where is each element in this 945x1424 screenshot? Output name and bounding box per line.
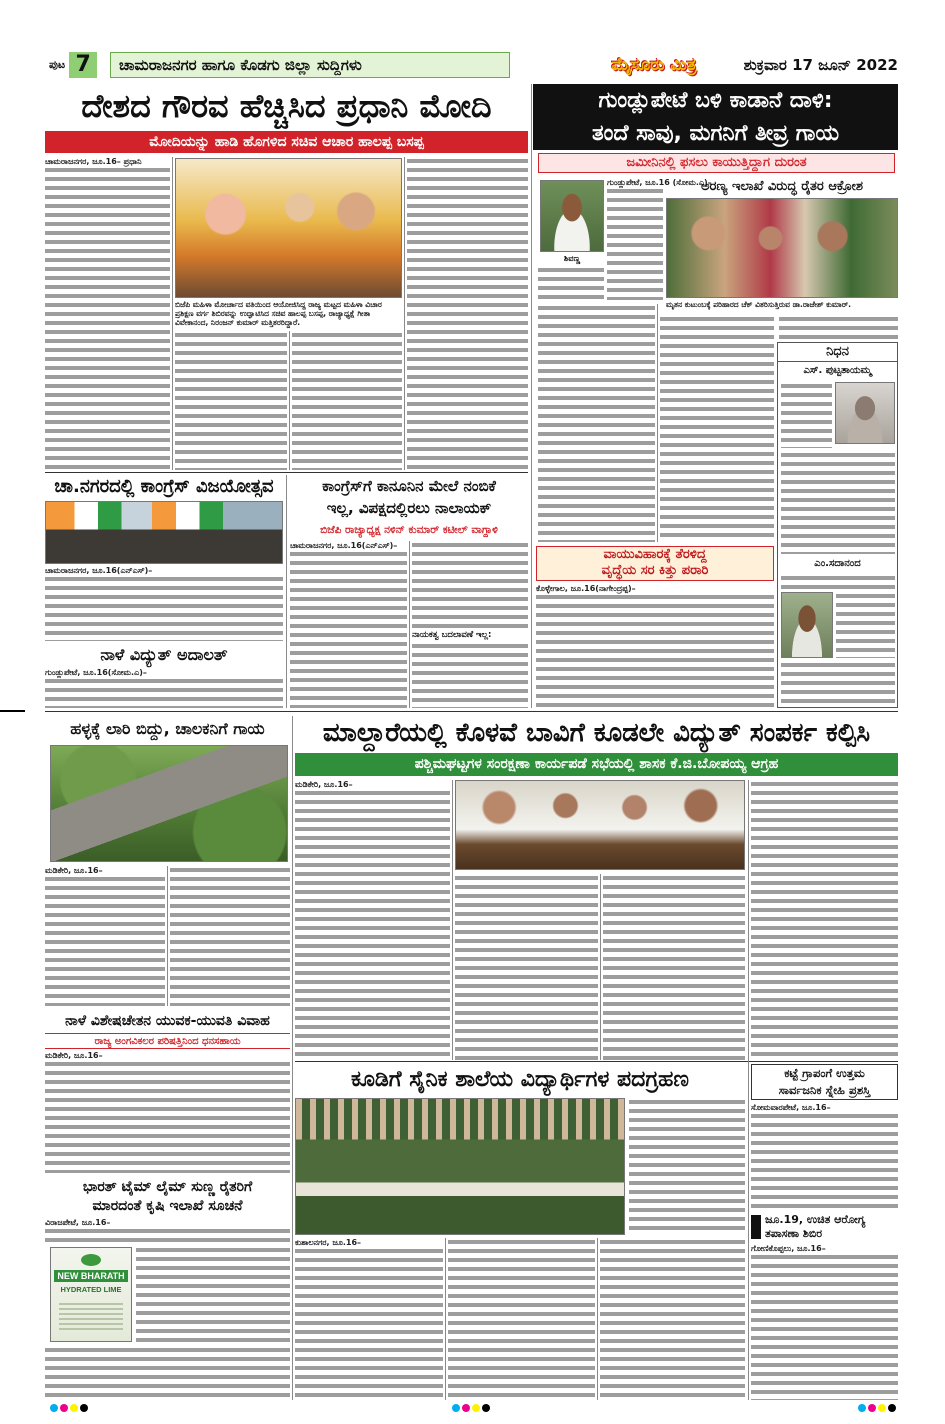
elephant-body-under-portrait [538, 266, 604, 300]
elephant-body-col3 [779, 315, 898, 339]
registration-dot-magenta [462, 1404, 470, 1412]
column-rule [657, 304, 658, 542]
dateline: ಮಡಿಕೇರಿ, ಜೂ.16– [295, 780, 450, 789]
lime-bag-leaf-icon [81, 1254, 101, 1266]
registration-dot-cyan [50, 1404, 58, 1412]
section-divider [295, 1061, 898, 1062]
body-text [290, 550, 407, 708]
headline-award-box [751, 1064, 898, 1100]
column-rule [748, 780, 749, 1400]
dateline: ಚಾಮರಾಜನಗರ, ಜೂ.16(ಎನ್‌ಎಸ್)– [45, 566, 283, 575]
dateline: ಚಾಮರಾಜನಗರ, ಜೂ.16– ಪ್ರಧಾನಿ [45, 157, 170, 166]
registration-dot-black [482, 1404, 490, 1412]
registration-dot-cyan [858, 1404, 866, 1412]
headline-congress-celebration: ಚಾ.ನಗರದಲ್ಲಿ ಕಾಂಗ್ರೆಸ್ ವಿಜಯೋತ್ಸವ [54, 476, 274, 497]
headline-adalat: ನಾಳೆ ವಿದ್ಯುತ್ ಅದಾಲತ್ [100, 645, 228, 664]
headline-chain-snatch-box [536, 546, 774, 581]
sainik-body-col3 [600, 1238, 745, 1400]
headline-lime-line2: ಮಾರದಂತೆ ಕೃಷಿ ಇಲಾಖೆ ಸೂಚನೆ [92, 1198, 243, 1214]
photo-caption-forest: ಮೃತನ ಕುಟುಂಬಕ್ಕೆ ಪರಿಹಾರದ ಚೆಕ್ ವಿತರಿಸುತ್ತಿರುವ ಡಾ.ರಾಜೇಶ್ ಕುಮಾರ್. [666, 300, 851, 309]
column-rule [597, 1238, 598, 1400]
headline-lorry: ಹಳ್ಳಕ್ಕೆ ಲಾರಿ ಬಿದ್ದು, ಚಾಲಕನಿಗೆ ಗಾಯ [70, 719, 265, 738]
obituary-title: ನಿಧನ [778, 343, 897, 362]
lorry-body-col2 [170, 866, 290, 1006]
congress-celebration-body [45, 566, 283, 641]
registration-dot-yellow [878, 1404, 886, 1412]
headline-katil-line1: ಕಾಂಗ್ರೆಸ್‌ಗೆ ಕಾನೂನಿನ ಮೇಲೆ ನಂಬಿಕೆ [322, 477, 496, 495]
katil-body-col1 [290, 541, 407, 708]
headline-modi: ದೇಶದ ಗೌರವ ಹೆಚ್ಚಿಸಿದ ಪ್ರಧಾನಿ ಮೋದಿ [81, 87, 492, 125]
subhead-marriage: ರಾಜ್ಯ ಅಂಗವಿಕಲರ ಪರಿಷತ್ತಿನಿಂದ ಧನಸಹಾಯ [45, 1033, 290, 1049]
marriage-body [45, 1051, 290, 1173]
maldare-body-col1 [295, 780, 450, 1060]
sainik-body-side [629, 1098, 745, 1235]
obituary-name-1: ಎಸ್. ಪುಟ್ಟತಾಯಮ್ಮ [803, 365, 872, 376]
modi-body-col4 [407, 157, 528, 470]
maldare-body-col3 [603, 874, 745, 1060]
column-rule [452, 780, 453, 1060]
photo-maldare-meeting [455, 780, 745, 870]
elephant-body-lead [607, 178, 712, 300]
subhead-katil: ಬಿಜೆಪಿ ರಾಜ್ಯಾಧ್ಯಕ್ಷ ನಳಿನ್ ಕುಮಾರ್ ಕಟೀಲ್ ವಾಗ್ದಾಳಿ [320, 524, 498, 536]
body-text [45, 166, 170, 470]
registration-dot-yellow [472, 1404, 480, 1412]
sainik-body-col2 [448, 1238, 595, 1400]
section-title: ಚಾಮರಾಜನಗರ ಹಾಗೂ ಕೊಡಗು ಜಿಲ್ಲಾ ಸುದ್ದಿಗಳು [110, 52, 510, 78]
camp-headline-lines [765, 1213, 898, 1241]
body-text [295, 1247, 443, 1400]
headline-maldare: ಮಾಲ್ದಾರೆಯಲ್ಲಿ ಕೊಳವೆ ಬಾವಿಗೆ ಕೂಡಲೇ ವಿದ್ಯುತ್ ಸಂಪರ್ಕ ಕಲ್ಪಿಸಿ [322, 718, 871, 748]
modi-body-col1 [45, 157, 170, 470]
obituary-text-2b [836, 592, 895, 658]
headline-camp-line1: ಜೂ.19, ಉಚಿತ ಆರೋಗ್ಯ [765, 1213, 866, 1226]
dateline: ಸೋಮವಾರಪೇಟೆ, ಜೂ.16– [751, 1103, 898, 1112]
lime-brand: NEW BHARATH [54, 1270, 128, 1282]
registration-dot-magenta [60, 1404, 68, 1412]
column-rule [445, 1238, 446, 1400]
column-rule [531, 84, 532, 708]
registration-dot-magenta [868, 1404, 876, 1412]
body-text [45, 575, 283, 641]
photo-obituary-2 [781, 592, 833, 658]
headline-elephant-box [533, 84, 898, 150]
dateline: ಮಡಿಕೇರಿ, ಜೂ.16– [45, 866, 165, 875]
portrait-caption: ಶಿವಣ್ಣ [563, 254, 581, 263]
subhead-modi: ಮೋದಿಯನ್ನು ಹಾಡಿ ಹೊಗಳಿದ ಸಚಿವ ಆಚಾರ ಹಾಲಪ್ಪ ಬಸಪ್ಪ [45, 131, 528, 153]
lime-bag-print [59, 1303, 123, 1333]
headline-award-line1: ಕಟ್ಟೆ ಗ್ರಾಪಂಗೆ ಉತ್ತಮ [784, 1066, 865, 1080]
page-label: ಪುಟ [49, 58, 66, 71]
photo-lorry-accident [50, 745, 288, 862]
camp-marker-icon [751, 1215, 761, 1239]
headline-chain-line1: ವಾಯುವಿಹಾರಕ್ಕೆ ತೆರಳಿದ್ದ [603, 547, 707, 562]
page-divider [45, 711, 898, 712]
maldare-body-col4 [751, 780, 898, 1060]
katil-body-col2a [412, 541, 528, 629]
registration-marks-center [452, 1404, 492, 1413]
headline-camp-box [751, 1212, 898, 1242]
lime-body-bottom [45, 1346, 290, 1400]
obituary-text-2c [781, 661, 895, 704]
headline-award-line2: ಸಾರ್ವಜನಿಕ ಸ್ನೇಹಿ ಪ್ರಶಸ್ತಿ [778, 1083, 871, 1097]
margin-mark [0, 710, 25, 712]
photo-sainik-students [295, 1098, 625, 1235]
headline-forest-protest: ಅರಣ್ಯ ಇಲಾಖೆ ವಿರುದ್ಧ ರೈತರ ಆಕ್ರೋಶ [700, 179, 864, 194]
headline-katil-line2: ಇಲ್ಲ, ವಿಪಕ್ಷದಲ್ಲಿರಲು ನಾಲಾಯಕ್ [326, 499, 492, 517]
headline-elephant-line1: ಗುಂಡ್ಲುಪೇಟೆ ಬಳಿ ಕಾಡಾನೆ ದಾಳಿ: [598, 88, 833, 113]
adalat-body [45, 668, 283, 708]
body-text [45, 1227, 290, 1244]
modi-body-col2 [175, 331, 287, 470]
section-divider [45, 472, 528, 473]
elephant-body-col1 [538, 304, 655, 542]
maldare-body-col2 [455, 874, 598, 1060]
body-text [45, 1060, 290, 1173]
column-rule [292, 716, 293, 1400]
dateline: ವಿರಾಜಪೇಟೆ, ಜೂ.16– [45, 1218, 290, 1227]
headline-elephant-line2: ತಂದೆ ಸಾವು, ಮಗನಿಗೆ ತೀವ್ರ ಗಾಯ [591, 121, 840, 146]
headline-lime-line1: ಭಾರತ್ ಟೈಮ್ ಲೈಮ್ ಸುಣ್ಣ ರೈತರಿಗೆ [82, 1179, 253, 1195]
photo-caption-modi: ಬಿಜೆಪಿ ಮಹಿಳಾ ಮೋರ್ಚಾದ ವತಿಯಿಂದ ಆಯೋಜಿಸಿದ್ದ ರಾಜ್ಯ ಮಟ್ಟದ ಮಹಿಳಾ ವಿಚಾರ ಪ್ರಶಿಕ್ಷಣ ವರ್ಗ ಶಿಬಿರವನ್ನು ಉದ್ಘಾಟಿಸಿದ ಸಚಿವ ಹಾಲಪ್ಪ ಬಸಪ್ಪ, ರಾಜ್ಯಾಧ್ಯಕ್ಷೆ ಗೀತಾ ವಿವೇಕಾನಂದ, ನಿರಂಜನ್ ಕುಮಾರ್ ಮತ್ತಿತರರಿದ್ದಾರೆ. [175, 300, 382, 327]
obituary-name-2: ಎಂ.ಸದಾನಂದ [814, 558, 861, 569]
headline-chain-line2: ವೃದ್ಧೆಯ ಸರ ಕಿತ್ತು ಪರಾರಿ [601, 563, 709, 578]
obituary-text-1a [781, 382, 832, 448]
column-rule [167, 866, 168, 1006]
dateline: ಚಾಮರಾಜನಗರ, ಜೂ.16(ಎನ್‌ಎಸ್)– [290, 541, 407, 550]
lime-body-right [136, 1246, 290, 1343]
masthead: ಮೈಸೂರು ಮಿತ್ರ [611, 55, 697, 75]
registration-marks-right [858, 1404, 898, 1413]
body-text [536, 593, 774, 708]
dateline: ಕುಶಾಲನಗರ, ಜೂ.16– [295, 1238, 443, 1247]
lime-body-lead [45, 1218, 290, 1244]
body-text [751, 1253, 898, 1400]
headline-camp-line2: ತಪಾಸಣಾ ಶಿಬಿರ [765, 1227, 823, 1240]
photo-obituary-1 [835, 382, 895, 444]
dateline: ಗುಂಡ್ಲುಪೇಟೆ, ಜೂ.16 (ಸೋಮ.ಎ)– [607, 178, 712, 187]
column-rule [286, 475, 287, 708]
photo-modi-event [175, 158, 402, 298]
lorry-body-col1 [45, 866, 165, 1006]
page-number-box [45, 52, 107, 78]
body-text [607, 187, 663, 300]
award-body [751, 1103, 898, 1209]
subhead-elephant: ಜಮೀನಿನಲ್ಲಿ ಫಸಲು ಕಾಯುತ್ತಿದ್ದಾಗ ದುರಂತ [538, 153, 895, 173]
registration-dot-cyan [452, 1404, 460, 1412]
obituary-text-1b [781, 451, 895, 554]
column-rule [409, 541, 410, 708]
subhead-maldare: ಪಶ್ಚಿಮಘಟ್ಟಗಳ ಸಂರಕ್ಷಣಾ ಕಾರ್ಯಪಡೆ ಸಭೆಯಲ್ಲಿ ಶಾಸಕ ಕೆ.ಜಿ.ಬೋಪಯ್ಯ ಆಗ್ರಹ [295, 753, 898, 776]
katil-inner-subhead: ನಾಯಕತ್ವ ಬದಲಾವಣೆ ಇಲ್ಲ: [412, 630, 492, 640]
column-rule [172, 157, 173, 470]
katil-body-col2b [412, 642, 528, 708]
sainik-body-col1 [295, 1238, 443, 1400]
photo-forest-cheque [666, 198, 898, 298]
camp-body [751, 1244, 898, 1400]
column-rule [404, 157, 405, 470]
column-rule [289, 331, 290, 470]
modi-body-col3 [292, 331, 402, 470]
body-text [45, 677, 283, 708]
registration-dot-yellow [70, 1404, 78, 1412]
dateline: ಗೋಣಿಕೊಪ್ಪಲು, ಜೂ.16– [751, 1244, 898, 1253]
registration-dot-black [80, 1404, 88, 1412]
issue-date: ಶುಕ್ರವಾರ 17 ಜೂನ್ 2022 [743, 56, 898, 74]
headline-sainik: ಕೂಡಿಗೆ ಸೈನಿಕ ಶಾಲೆಯ ವಿದ್ಯಾರ್ಥಿಗಳ ಪದಗ್ರಹಣ [350, 1067, 690, 1092]
photo-congress-rally [45, 501, 283, 564]
page-number: 7 [69, 52, 97, 78]
dateline: ಕೊಳ್ಳೇಗಾಲ, ಜೂ.16(ನಾಗೇಂದ್ರಪ್ಪ)– [536, 584, 774, 593]
dateline: ಮಡಿಕೇರಿ, ಜೂ.16– [45, 1051, 290, 1060]
photo-lime-bag [50, 1247, 132, 1342]
elephant-body-col2 [660, 315, 774, 542]
body-text [751, 1112, 898, 1209]
obituary-text-2a [781, 574, 895, 590]
registration-marks-left [50, 1404, 90, 1413]
headline-marriage: ನಾಳೆ ವಿಶೇಷಚೇತನ ಯುವಕ-ಯುವತಿ ವಿವಾಹ [65, 1013, 270, 1029]
column-rule [600, 874, 601, 1060]
lime-product-name: HYDRATED LIME [60, 1285, 122, 1294]
body-text [295, 789, 450, 1060]
dateline: ಗುಂಡ್ಲುಪೇಟೆ, ಜೂ.16(ಸೋಮ.ಎ)– [45, 668, 283, 677]
chain-snatch-body [536, 584, 774, 708]
photo-victim-portrait [540, 180, 604, 252]
registration-dot-black [888, 1404, 896, 1412]
body-text [45, 875, 165, 1006]
